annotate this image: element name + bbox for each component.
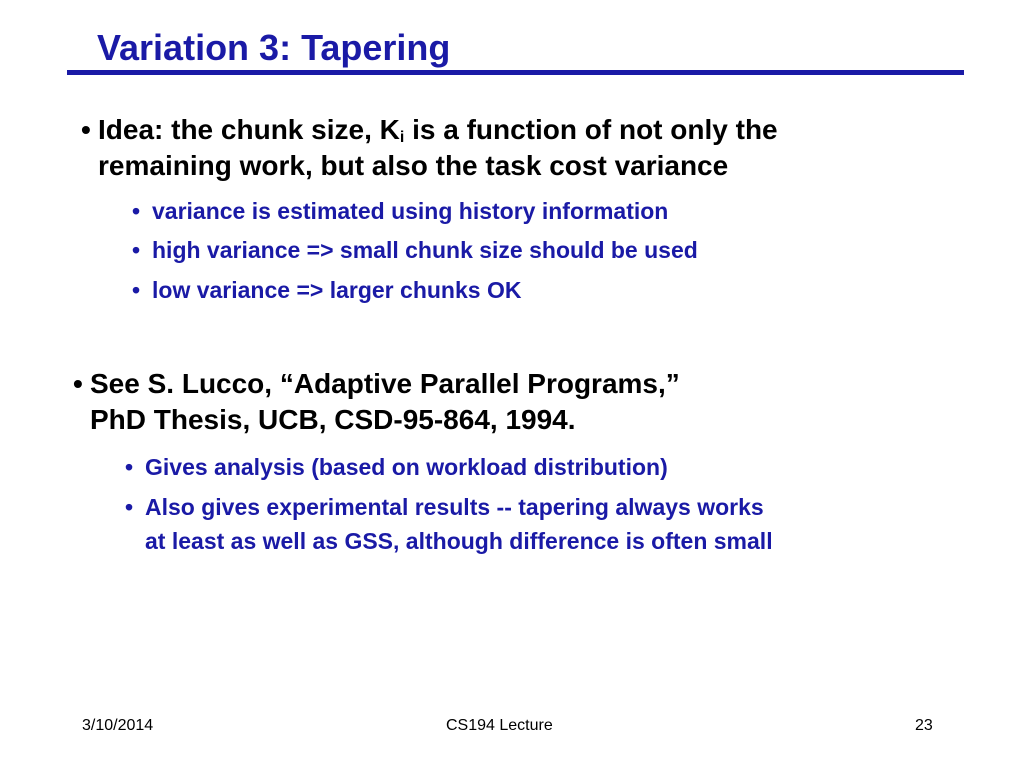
subscript-i: i: [399, 129, 405, 146]
footer-date: 3/10/2014: [82, 717, 154, 734]
subbullet-high-variance: • high variance => small chunk size should be used: [152, 233, 698, 267]
bullet-reference-line-2: PhD Thesis, UCB, CSD-95-864, 1994.: [90, 404, 576, 435]
subbullet-experimental-results: • Also gives experimental results -- tapering always works at least as well as GSS, although difference is often small: [145, 490, 773, 558]
subbullet-gives-analysis: • Gives analysis (based on workload distribution): [145, 450, 668, 484]
title-underline: [67, 70, 964, 75]
bullet-idea: [81, 112, 778, 184]
subbullet-low-variance: • low variance => larger chunks OK: [152, 273, 521, 307]
bullet-idea-line-2: remaining work, but also the task cost variance: [98, 150, 729, 181]
bullet-reference-line-1: See S. Lucco, “Adaptive Parallel Programs,”: [90, 368, 680, 399]
bullet-dot: •: [81, 114, 91, 145]
bullet-dot: •: [132, 277, 141, 303]
footer-page-number: 23: [915, 717, 933, 734]
bullet-idea-line-1: Idea: the chunk size, $K_i$ is a function of not only the: [98, 114, 778, 146]
bullet-reference: [73, 366, 680, 438]
slide-title: Variation 3: Tapering: [97, 27, 451, 68]
bullet-dot: •: [132, 198, 141, 224]
bullet-dot: •: [125, 494, 134, 520]
subbullet-variance-estimated: • variance is estimated using history information: [152, 194, 668, 228]
bullet-dot: •: [125, 454, 134, 480]
footer-course: CS194 Lecture: [446, 717, 553, 734]
bullet-dot: •: [73, 368, 83, 399]
bullet-dot: •: [132, 237, 141, 263]
